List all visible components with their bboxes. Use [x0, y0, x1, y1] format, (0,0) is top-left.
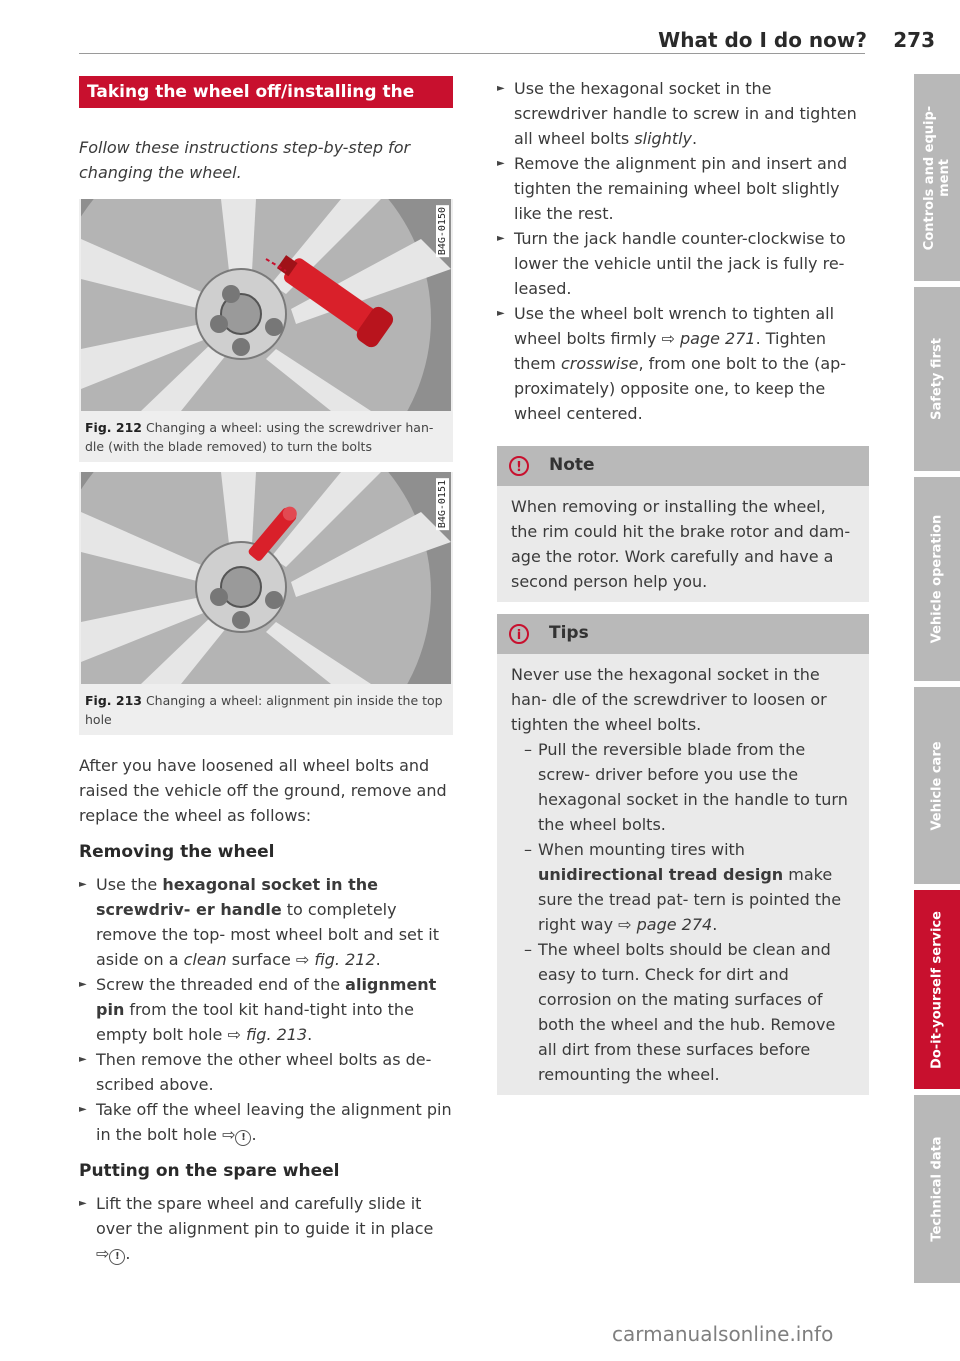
figure-label: Fig. 212 — [85, 420, 142, 435]
running-title: What do I do now? — [658, 28, 867, 52]
cross-reference-link[interactable]: ⇨ fig. 213 — [227, 1025, 308, 1044]
caution-icon: ! — [109, 1249, 125, 1265]
procedure-intro: After you have loosened all wheel bolts and raised the vehicle off the ground, remove and replace the wheel as follows: — [79, 756, 447, 825]
info-icon: i — [509, 624, 529, 644]
cross-reference-link[interactable]: ⇨ fig. 212 — [295, 950, 376, 969]
tab-do-it-yourself[interactable]: Do-it-yourself service — [914, 890, 960, 1089]
right-column — [497, 76, 869, 1095]
note-label: Note — [549, 455, 595, 475]
header-rule — [79, 53, 865, 54]
figure-code: B4G-0150 — [437, 207, 448, 256]
figure-caption-text: Changing a wheel: alignment pin inside the top hole — [85, 693, 443, 727]
list-item: – When mounting tires with unidirectional tread design make sure the tread pat- tern is pointed the right way ⇨ page 274. — [524, 840, 842, 934]
list-item: ► Use the hexagonal socket in the screwdriver handle to screw in and tighten all wheel bolts slightly. — [497, 76, 869, 151]
caution-icon: ! — [235, 1130, 251, 1146]
tab-vehicle-operation[interactable]: Vehicle operation — [914, 477, 960, 681]
note-text: When removing or installing the wheel, the rim could hit the brake rotor and dam- age the rotor. Work carefully and have a second person help you. — [511, 497, 851, 591]
list-item: ► Use the wheel bolt wrench to tighten all wheel bolts firmly ⇨ page 271. Tighten them crosswise, from one bolt to the (ap- proximately) opposite one, to keep the wheel centered. — [497, 301, 869, 426]
section-title: Taking the wheel off/installing the spare — [79, 76, 453, 108]
wheel-photo-213 — [81, 472, 451, 684]
figure-caption — [79, 411, 453, 462]
figure-caption-text: Changing a wheel: using the screwdriver han- dle (with the blade removed) to turn the bolts — [85, 420, 434, 454]
intro-text: Follow these instructions step-by-step for changing the wheel. — [79, 138, 411, 182]
list-item: – Pull the reversible blade from the screw- driver before you use the hexagonal socket in the handle to turn the wheel bolts. — [524, 740, 848, 834]
chapter-tabs — [914, 74, 960, 1289]
watermark: carmanualsonline.info — [612, 1322, 834, 1346]
caution-reference-link[interactable]: ⇨ ! — [96, 1244, 125, 1263]
tips-text: Never use the hexagonal socket in the han- dle of the screwdriver to loosen or tighten the wheel bolts. — [511, 665, 827, 734]
list-item: ► Lift the spare wheel and carefully slide it over the alignment pin to guide it in place ⇨ ! . — [79, 1191, 453, 1266]
wheel-illustration-213 — [81, 472, 451, 684]
cross-reference-link[interactable]: ⇨ page 274 — [618, 915, 713, 934]
figure-caption — [79, 684, 453, 735]
figure-label: Fig. 213 — [85, 693, 142, 708]
list-item: – The wheel bolts should be clean and easy to turn. Check for dirt and corrosion on the mating surfaces of both the wheel and the hub. Remove all dirt from these surfaces before remounting the wheel. — [524, 940, 836, 1084]
figure-212 — [79, 199, 453, 462]
caution-icon: ! — [509, 456, 529, 476]
cross-reference-link[interactable]: ⇨ page 271 — [661, 329, 756, 348]
page-header — [79, 28, 935, 52]
heading-putting-spare: Putting on the spare wheel — [79, 1161, 340, 1181]
list-item: ► Then remove the other wheel bolts as de- scribed above. — [79, 1047, 453, 1097]
figure-213 — [79, 472, 453, 735]
heading-removing-wheel: Removing the wheel — [79, 842, 275, 862]
note-header — [497, 446, 869, 486]
tips-header — [497, 614, 869, 654]
list-item: ► Use the hexagonal socket in the screwdriv- er handle to completely remove the top- most wheel bolt and set it aside on a clean surface ⇨ fig. 212. — [79, 872, 453, 972]
wheel-photo-212 — [81, 199, 451, 411]
list-item: ► Remove the alignment pin and insert and tighten the remaining wheel bolt slightly like the rest. — [497, 151, 869, 226]
tips-label: Tips — [549, 623, 589, 643]
tab-controls[interactable]: Controls and equip- ment — [914, 74, 960, 281]
figure-code: B4G-0151 — [437, 480, 448, 529]
list-item: ► Screw the threaded end of the alignment pin from the tool kit hand-tight into the empty bolt hole ⇨ fig. 213. — [79, 972, 453, 1047]
tab-safety[interactable]: Safety first — [914, 287, 960, 471]
list-item: ► Take off the wheel leaving the alignment pin in the bolt hole ⇨ ! . — [79, 1097, 453, 1147]
wheel-illustration-212 — [81, 199, 451, 411]
left-column — [79, 76, 453, 1266]
page-number: 273 — [893, 28, 935, 52]
list-item: ► Turn the jack handle counter-clockwise to lower the vehicle until the jack is fully re- leased. — [497, 226, 869, 301]
caution-reference-link[interactable]: ⇨ ! — [222, 1125, 251, 1144]
tips-box — [497, 614, 869, 1095]
tab-technical-data[interactable]: Technical data — [914, 1095, 960, 1283]
tips-body — [497, 654, 869, 1095]
note-box — [497, 446, 869, 602]
tab-vehicle-care[interactable]: Vehicle care — [914, 687, 960, 884]
